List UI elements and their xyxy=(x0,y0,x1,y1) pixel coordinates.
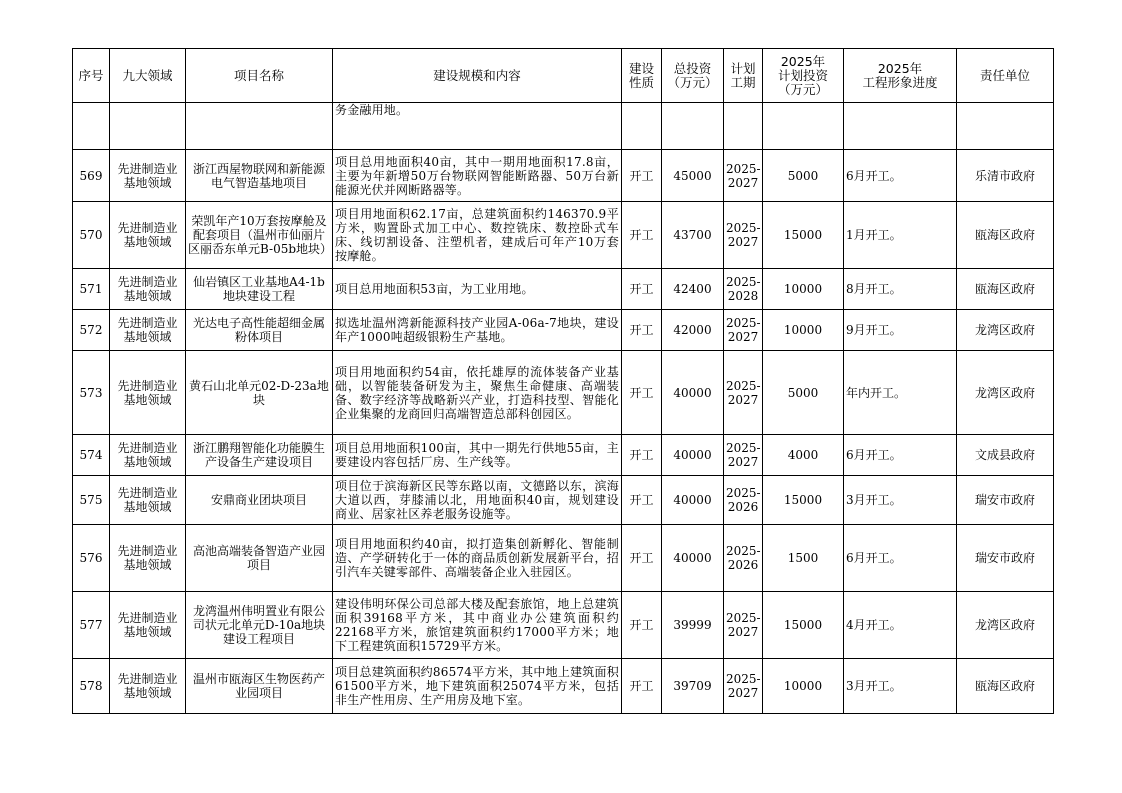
row-domain: 先进制造业基地领域 xyxy=(110,269,186,310)
table-row xyxy=(73,310,1054,351)
table-row xyxy=(73,525,1054,592)
row-plan-2025: 10000 xyxy=(763,269,844,310)
row-domain: 先进制造业基地领域 xyxy=(110,351,186,435)
row-name: 黄石山北单元02-D-23a地块 xyxy=(186,351,333,435)
row-content: 项目总用地面积40亩，其中一期用地面积17.8亩，主要为年新增50万台物联网智能断路器、50万台新能源光伏并网断路器等。 xyxy=(333,150,622,202)
row-period: 2025-2027 xyxy=(724,592,763,659)
table-row xyxy=(73,592,1054,659)
row-nature: 开工 xyxy=(622,150,662,202)
row-plan-2025: 1500 xyxy=(763,525,844,592)
row-invest: 43700 xyxy=(662,202,724,269)
row-content: 项目用地面积62.17亩，总建筑面积约146370.9平方米，购置卧式加工中心、数控铣床、数控卧式车床、线切割设备、注塑机者，建成后可年产10万套按摩舱。 xyxy=(333,202,622,269)
row-period: 2025-2027 xyxy=(724,351,763,435)
row-plan-2025: 15000 xyxy=(763,476,844,525)
row-plan-2025: 5000 xyxy=(763,351,844,435)
row-progress-2025: 8月开工。 xyxy=(844,269,957,310)
row-nature: 开工 xyxy=(622,269,662,310)
row-progress-2025: 3月开工。 xyxy=(844,659,957,714)
row-invest: 42000 xyxy=(662,310,724,351)
row-unit: 瓯海区政府 xyxy=(957,269,1054,310)
header-progress-2025: 2025年 工程形象进度 xyxy=(844,49,957,103)
row-domain: 先进制造业基地领域 xyxy=(110,476,186,525)
row-seq: 574 xyxy=(73,435,110,476)
row-progress-2025: 3月开工。 xyxy=(844,476,957,525)
row-unit: 文成县政府 xyxy=(957,435,1054,476)
row-progress-2025: 年内开工。 xyxy=(844,351,957,435)
row-seq: 578 xyxy=(73,659,110,714)
row-progress-2025: 6月开工。 xyxy=(844,150,957,202)
row-progress-2025: 6月开工。 xyxy=(844,525,957,592)
table-row xyxy=(73,269,1054,310)
row-unit: 乐清市政府 xyxy=(957,150,1054,202)
row-seq: 572 xyxy=(73,310,110,351)
row-period: 2025-2028 xyxy=(724,269,763,310)
row-name: 安鼎商业团块项目 xyxy=(186,476,333,525)
row-unit: 瑞安市政府 xyxy=(957,525,1054,592)
row-invest: 40000 xyxy=(662,435,724,476)
row-period: 2025-2027 xyxy=(724,310,763,351)
row-nature: 开工 xyxy=(622,202,662,269)
row-nature: 开工 xyxy=(622,525,662,592)
row-content: 项目位于滨海新区民等东路以南，文德路以东，滨海大道以西，芽膝浦以北，用地面积40亩，规划建设商业、居家社区养老服务设施等。 xyxy=(333,476,622,525)
table-header-row xyxy=(73,49,1054,103)
row-unit: 瓯海区政府 xyxy=(957,202,1054,269)
row-plan-2025: 10000 xyxy=(763,310,844,351)
row-unit: 龙湾区政府 xyxy=(957,592,1054,659)
row-period: 2025-2027 xyxy=(724,435,763,476)
row-invest: 40000 xyxy=(662,351,724,435)
row-content: 项目总用地面积100亩，其中一期先行供地55亩，主要建设内容包括厂房、生产线等。 xyxy=(333,435,622,476)
row-name: 浙江鹏翔智能化功能膜生产设备生产建设项目 xyxy=(186,435,333,476)
row-unit: 瑞安市政府 xyxy=(957,476,1054,525)
continuation-content: 务金融用地。 xyxy=(333,103,622,150)
header-invest: 总投资 （万元） xyxy=(662,49,724,103)
row-content: 项目总建筑面积约86574平方米，其中地上建筑面积61500平方米，地下建筑面积25074平方米，包括非生产性用房、生产用房及地下室。 xyxy=(333,659,622,714)
row-seq: 570 xyxy=(73,202,110,269)
table-row xyxy=(73,435,1054,476)
table-row xyxy=(73,150,1054,202)
row-plan-2025: 15000 xyxy=(763,592,844,659)
row-invest: 39999 xyxy=(662,592,724,659)
row-name: 高池高端装备智造产业园项目 xyxy=(186,525,333,592)
row-domain: 先进制造业基地领域 xyxy=(110,310,186,351)
header-content: 建设规模和内容 xyxy=(333,49,622,103)
row-unit: 瓯海区政府 xyxy=(957,659,1054,714)
row-period: 2025-2026 xyxy=(724,476,763,525)
row-seq: 575 xyxy=(73,476,110,525)
header-name: 项目名称 xyxy=(186,49,333,103)
row-name: 荣凯年产10万套按摩舱及配套项目（温州市仙丽片区丽岙东单元B-05b地块） xyxy=(186,202,333,269)
row-content: 拟选址温州湾新能源科技产业园A-06a-7地块，建设年产1000吨超级银粉生产基地。 xyxy=(333,310,622,351)
row-content: 项目总用地面积53亩，为工业用地。 xyxy=(333,269,622,310)
row-nature: 开工 xyxy=(622,310,662,351)
row-seq: 569 xyxy=(73,150,110,202)
row-seq: 573 xyxy=(73,351,110,435)
row-invest: 45000 xyxy=(662,150,724,202)
row-invest: 40000 xyxy=(662,476,724,525)
row-name: 光达电子高性能超细金属粉体项目 xyxy=(186,310,333,351)
header-plan-2025: 2025年 计划投资 （万元） xyxy=(763,49,844,103)
row-progress-2025: 6月开工。 xyxy=(844,435,957,476)
table-row xyxy=(73,351,1054,435)
row-domain: 先进制造业基地领域 xyxy=(110,525,186,592)
project-table xyxy=(72,48,1054,714)
row-domain: 先进制造业基地领域 xyxy=(110,202,186,269)
row-name: 浙江西屋物联网和新能源电气智造基地项目 xyxy=(186,150,333,202)
row-invest: 42400 xyxy=(662,269,724,310)
row-progress-2025: 9月开工。 xyxy=(844,310,957,351)
row-name: 仙岩镇区工业基地A4-1b地块建设工程 xyxy=(186,269,333,310)
row-name: 温州市瓯海区生物医药产业园项目 xyxy=(186,659,333,714)
row-unit: 龙湾区政府 xyxy=(957,310,1054,351)
row-nature: 开工 xyxy=(622,592,662,659)
row-invest: 39709 xyxy=(662,659,724,714)
row-unit: 龙湾区政府 xyxy=(957,351,1054,435)
header-unit: 责任单位 xyxy=(957,49,1054,103)
row-nature: 开工 xyxy=(622,476,662,525)
row-progress-2025: 4月开工。 xyxy=(844,592,957,659)
row-domain: 先进制造业基地领域 xyxy=(110,435,186,476)
row-domain: 先进制造业基地领域 xyxy=(110,592,186,659)
row-period: 2025-2027 xyxy=(724,150,763,202)
header-nature: 建设 性质 xyxy=(622,49,662,103)
header-domain: 九大领域 xyxy=(110,49,186,103)
row-seq: 576 xyxy=(73,525,110,592)
row-domain: 先进制造业基地领域 xyxy=(110,659,186,714)
table-row xyxy=(73,659,1054,714)
row-name: 龙湾温州伟明置业有限公司状元北单元D-10a地块建设工程项目 xyxy=(186,592,333,659)
row-plan-2025: 10000 xyxy=(763,659,844,714)
row-seq: 577 xyxy=(73,592,110,659)
row-seq: 571 xyxy=(73,269,110,310)
row-progress-2025: 1月开工。 xyxy=(844,202,957,269)
row-nature: 开工 xyxy=(622,659,662,714)
row-content: 建设伟明环保公司总部大楼及配套旅馆，地上总建筑面积39168平方米，其中商业办公建筑面积约22168平方米，旅馆建筑面积约17000平方米；地下工程建筑面积15729平方米。 xyxy=(333,592,622,659)
row-period: 2025-2026 xyxy=(724,525,763,592)
row-content: 项目用地面积约54亩，依托雄厚的流体装备产业基础，以智能装备研发为主，聚焦生命健康、高端装备、数字经济等战略新兴产业，打造科技型、智能化企业集聚的龙商回归高端智造总部科创园区。 xyxy=(333,351,622,435)
row-period: 2025-2027 xyxy=(724,659,763,714)
table-row xyxy=(73,476,1054,525)
row-period: 2025-2027 xyxy=(724,202,763,269)
row-nature: 开工 xyxy=(622,351,662,435)
table-row xyxy=(73,202,1054,269)
row-content: 项目用地面积约40亩，拟打造集创新孵化、智能制造、产学研转化于一体的商品质创新发展新平台，招引汽车关键零部件、高端装备企业入驻园区。 xyxy=(333,525,622,592)
row-nature: 开工 xyxy=(622,435,662,476)
row-invest: 40000 xyxy=(662,525,724,592)
row-domain: 先进制造业基地领域 xyxy=(110,150,186,202)
row-plan-2025: 15000 xyxy=(763,202,844,269)
header-seq: 序号 xyxy=(73,49,110,103)
header-period: 计划 工期 xyxy=(724,49,763,103)
row-plan-2025: 5000 xyxy=(763,150,844,202)
continuation-row xyxy=(73,103,1054,150)
row-plan-2025: 4000 xyxy=(763,435,844,476)
